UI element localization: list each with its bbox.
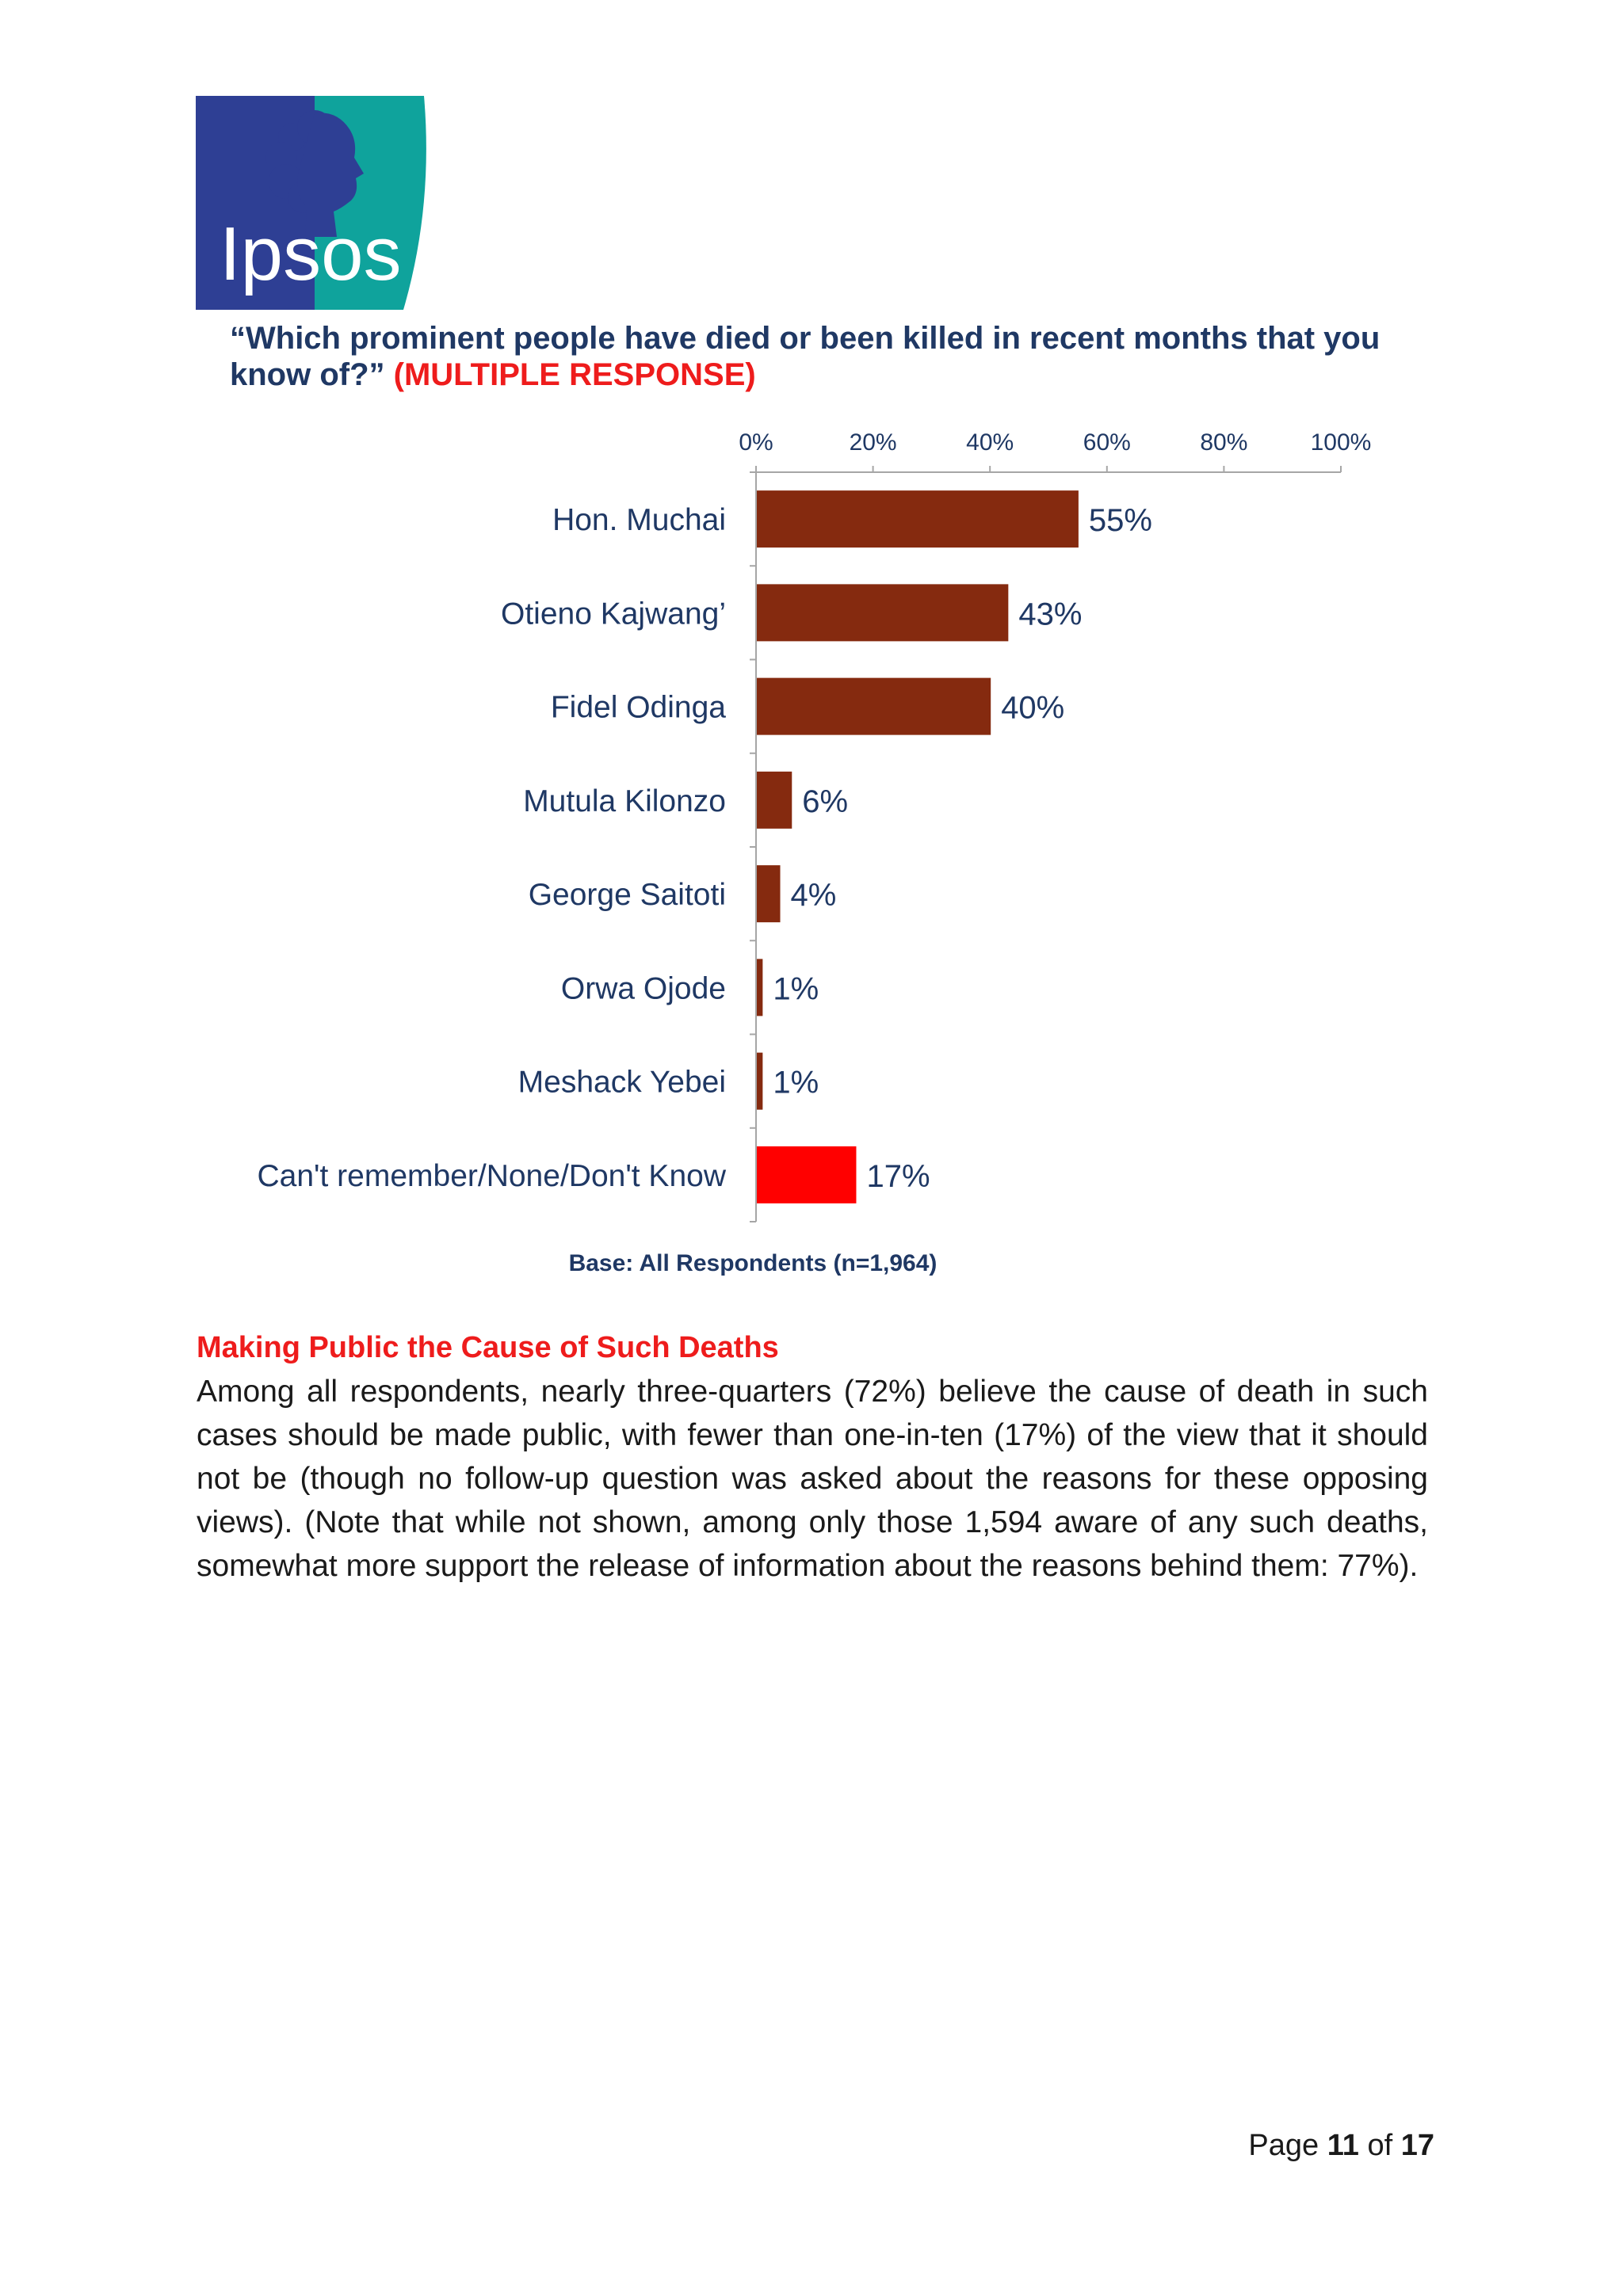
bar: [757, 678, 991, 735]
value-label: 43%: [1018, 597, 1083, 632]
bar: [757, 959, 762, 1016]
x-tick-label: 0%: [739, 429, 773, 456]
page-prefix: Page: [1248, 2129, 1319, 2162]
bar: [757, 865, 781, 922]
question-text: “Which prominent people have died or been killed in recent months that you know of?”: [230, 321, 1381, 392]
x-tick-label: 100%: [1310, 429, 1372, 456]
x-tick-label: 40%: [966, 429, 1014, 456]
page-number: [1248, 2129, 1434, 2163]
base-note: Base: All Respondents (n=1,964): [568, 1250, 938, 1276]
value-label: 40%: [1001, 690, 1065, 726]
value-label: 55%: [1088, 503, 1152, 539]
section-body: Among all respondents, nearly three-quarters (72%) believe the cause of death in such cases should be made public, with fewer than one-in-ten (17%) of the view that it should not be (though no follow-up question was asked about the reasons for these opposing views). (Note that while not shown, among only those 1,594 aware of any such deaths, somewhat more support the release of information about the reasons behind them: 77%).: [197, 1375, 1428, 1583]
x-tick-label: 20%: [849, 429, 897, 456]
category-label: Meshack Yebei: [517, 1065, 726, 1100]
bar: [757, 772, 792, 829]
logo-wordmark: Ipsos: [220, 212, 402, 296]
category-label: Mutula Kilonzo: [523, 784, 726, 818]
bar: [757, 584, 1008, 641]
x-tick-label: 80%: [1200, 429, 1248, 456]
bar: [757, 1053, 762, 1110]
value-label: 6%: [802, 784, 849, 819]
category-label: Can't remember/None/Don't Know: [257, 1158, 726, 1193]
bar: [757, 1146, 856, 1203]
category-label: George Saitoti: [528, 878, 726, 913]
section-heading: Making Public the Cause of Such Deaths: [197, 1331, 779, 1364]
category-label: Hon. Muchai: [552, 503, 726, 538]
question-emphasis: (MULTIPLE RESPONSE): [393, 357, 756, 392]
category-label: Fidel Odinga: [550, 690, 726, 725]
category-label: Otieno Kajwang’: [500, 597, 726, 631]
value-label: 4%: [790, 878, 837, 913]
category-label: Orwa Ojode: [560, 971, 726, 1006]
value-label: 1%: [773, 971, 819, 1007]
page-total: 17: [1400, 2129, 1434, 2162]
value-label: 17%: [866, 1158, 930, 1194]
bar: [757, 490, 1079, 547]
x-tick-label: 60%: [1083, 429, 1131, 456]
value-label: 1%: [773, 1065, 819, 1100]
page-separator: of: [1367, 2129, 1393, 2162]
page-current: 11: [1327, 2129, 1359, 2162]
